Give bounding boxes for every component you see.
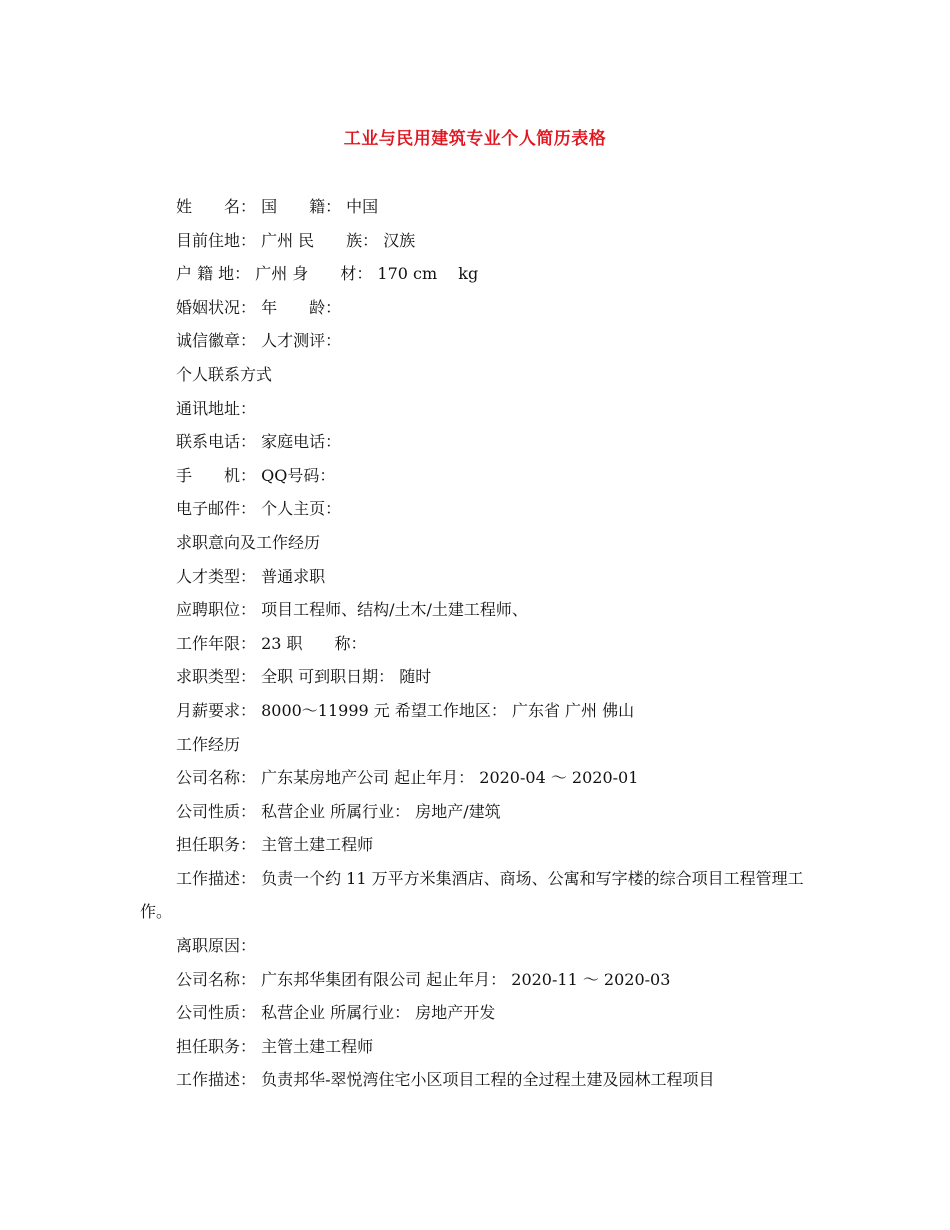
row-marital-age: 婚姻状况： 年 龄： xyxy=(176,297,342,317)
row-address: 通讯地址： xyxy=(176,398,257,418)
row-company-2: 公司名称： 广东邦华集团有限公司 起止年月： 2020-11 ～ 2020-03 xyxy=(176,969,671,989)
row-phone: 联系电话： 家庭电话： xyxy=(176,432,342,452)
section-heading-contact: 个人联系方式 xyxy=(176,364,273,384)
row-company-2-description: 工作描述： 负责邦华-翠悦湾住宅小区项目工程的全过程土建及园林工程项目 xyxy=(176,1070,715,1090)
row-job-type: 求职类型： 全职 可到职日期： 随时 xyxy=(176,667,432,687)
row-talent-type: 人才类型： 普通求职 xyxy=(176,566,326,586)
row-company-1-nature: 公司性质： 私营企业 所属行业： 房地产/建筑 xyxy=(176,801,501,821)
page-title: 工业与民用建筑专业个人简历表格 xyxy=(343,129,607,149)
row-leaving-reason: 离职原因： xyxy=(176,936,257,956)
row-position: 应聘职位： 项目工程师、结构/土木/土建工程师、 xyxy=(176,600,528,620)
row-salary-area: 月薪要求： 8000～11999 元 希望工作地区： 广东省 广州 佛山 xyxy=(176,700,635,720)
row-badge-assessment: 诚信徽章： 人才测评： xyxy=(176,331,342,351)
row-company-1-description: 工作描述： 负责一个约 11 万平方米集酒店、商场、公寓和写字楼的综合项目工程管理工作。 xyxy=(140,868,804,922)
row-email-homepage: 电子邮件： 个人主页： xyxy=(176,499,342,519)
row-residence-ethnicity: 目前住地： 广州 民 族： 汉族 xyxy=(176,230,416,250)
row-company-2-role: 担任职务： 主管土建工程师 xyxy=(176,1036,374,1056)
row-company-1-role: 担任职务： 主管土建工程师 xyxy=(176,835,374,855)
row-years-title: 工作年限： 23 职 称： xyxy=(176,633,367,653)
row-hukou-height: 户 籍 地： 广州 身 材： 170 cm kg xyxy=(176,264,479,284)
row-company-1: 公司名称： 广东某房地产公司 起止年月： 2020-04 ～ 2020-01 xyxy=(176,768,639,788)
row-name-nationality: 姓 名： 国 籍： 中国 xyxy=(176,197,379,216)
row-company-2-nature: 公司性质： 私营企业 所属行业： 房地产开发 xyxy=(176,1003,496,1023)
row-mobile-qq: 手 机： QQ号码： xyxy=(176,465,336,485)
resume-body xyxy=(140,190,820,1097)
section-heading-intent: 求职意向及工作经历 xyxy=(176,532,321,552)
section-heading-experience: 工作经历 xyxy=(176,734,241,754)
